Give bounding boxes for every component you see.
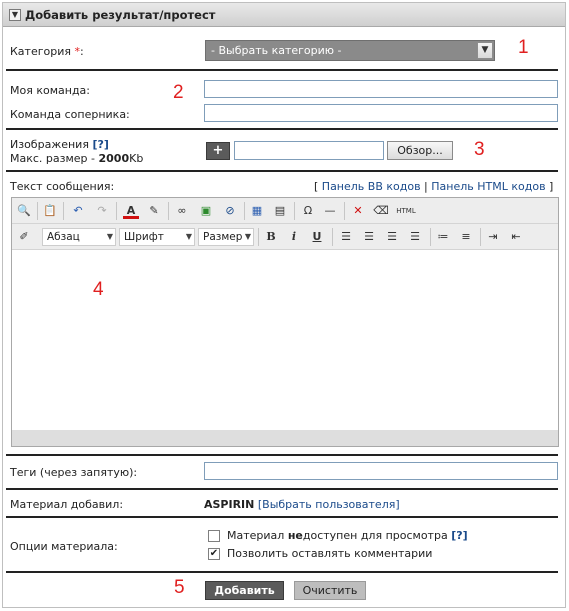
paste-icon[interactable]: 📋 xyxy=(43,204,57,217)
category-label: Категория *: xyxy=(10,45,84,58)
link-icon[interactable]: ∞ xyxy=(177,204,187,217)
unordered-list-icon[interactable]: ≡ xyxy=(461,230,471,243)
text-color-icon[interactable]: A xyxy=(123,203,139,219)
toolbar-separator xyxy=(294,202,295,220)
collapse-icon[interactable]: ▼ xyxy=(9,9,21,21)
html-codes-link[interactable]: Панель HTML кодов xyxy=(431,180,546,193)
table-icon[interactable]: ▦ xyxy=(251,204,263,217)
editor-toolbar-1 xyxy=(12,198,558,224)
toolbar-separator xyxy=(244,202,245,220)
options-label: Опции материала: xyxy=(10,540,118,553)
anchor-icon[interactable]: ⊘ xyxy=(225,204,235,217)
comments-checkbox[interactable]: ✔ xyxy=(209,548,219,559)
eraser-icon[interactable]: ⌫ xyxy=(373,204,389,217)
underline-icon[interactable]: U xyxy=(312,230,322,243)
remove-format-icon[interactable]: ✕ xyxy=(353,204,363,217)
rival-team-label: Команда соперника: xyxy=(10,108,130,121)
editor-resize-bar[interactable] xyxy=(12,430,558,446)
chevron-down-icon[interactable]: ▼ xyxy=(477,42,493,59)
align-justify-icon[interactable]: ☰ xyxy=(410,230,420,243)
bold-icon[interactable]: B xyxy=(266,230,276,243)
rival-team-input[interactable] xyxy=(204,104,558,122)
form-title: Добавить результат/протест xyxy=(25,8,216,22)
toolbar-separator xyxy=(63,202,64,220)
highlight-icon[interactable]: ✎ xyxy=(149,204,159,217)
rich-text-editor xyxy=(11,197,559,447)
divider xyxy=(6,488,558,490)
message-label: Текст сообщения: xyxy=(10,180,115,193)
clear-button[interactable]: Очистить xyxy=(294,581,366,600)
toolbar-separator xyxy=(430,228,431,246)
editor-text-area[interactable] xyxy=(12,251,558,430)
italic-icon[interactable]: i xyxy=(291,230,297,243)
tags-input[interactable] xyxy=(204,462,558,480)
comments-option-label: Позволить оставлять комментарии xyxy=(227,547,433,560)
add-image-button[interactable]: + xyxy=(206,142,230,160)
toolbar-separator xyxy=(344,202,345,220)
choose-user-link[interactable]: [Выбрать пользователя] xyxy=(257,498,400,511)
toolbar-separator xyxy=(332,228,333,246)
divider xyxy=(6,454,558,456)
redo-icon[interactable]: ↷ xyxy=(97,204,107,217)
align-center-icon[interactable]: ☰ xyxy=(364,230,374,243)
font-family-select[interactable]: Шрифт ▼ xyxy=(119,228,195,246)
image-icon[interactable]: ▣ xyxy=(200,204,212,217)
divider xyxy=(6,170,558,172)
annotation-number-3: 3 xyxy=(474,139,485,160)
align-left-icon[interactable]: ☰ xyxy=(341,230,351,243)
required-mark: * xyxy=(74,45,80,58)
unavailable-option-label: Материал недоступен для просмотра [?] xyxy=(227,529,468,542)
html-source-icon[interactable]: HTML xyxy=(396,207,416,215)
divider xyxy=(6,69,558,71)
divider xyxy=(6,128,558,130)
author-info xyxy=(204,498,400,511)
my-team-label: Моя команда: xyxy=(10,84,90,97)
bb-codes-link[interactable]: Панель BB кодов xyxy=(321,180,421,193)
images-help-link[interactable]: [?] xyxy=(92,138,109,151)
author-name: ASPIRIN xyxy=(204,498,255,511)
toolbar-separator xyxy=(480,228,481,246)
undo-icon[interactable]: ↶ xyxy=(73,204,83,217)
my-team-input[interactable] xyxy=(204,80,558,98)
ordered-list-icon[interactable]: ≔ xyxy=(437,230,449,243)
tags-label: Теги (через запятую): xyxy=(10,466,138,479)
unavailable-help-link[interactable]: [?] xyxy=(451,529,468,542)
browse-button[interactable]: Обзор... xyxy=(387,141,453,160)
image-file-input[interactable] xyxy=(234,141,384,160)
table-edit-icon[interactable]: ▤ xyxy=(274,204,286,217)
indent-icon[interactable]: ⇥ xyxy=(488,230,498,243)
special-char-icon[interactable]: Ω xyxy=(303,204,313,217)
font-size-select[interactable]: Размер ▼ xyxy=(198,228,254,246)
divider xyxy=(6,516,558,518)
paragraph-format-select[interactable]: Абзац ▼ xyxy=(42,228,116,246)
divider xyxy=(6,571,558,573)
annotation-number-1: 1 xyxy=(518,37,529,58)
panel-links: [ Панель BB кодов | Панель HTML кодов ] xyxy=(314,180,554,193)
submit-button[interactable]: Добавить xyxy=(205,581,284,600)
annotation-number-2: 2 xyxy=(173,82,184,103)
toolbar-separator xyxy=(116,202,117,220)
images-max-size: Макс. размер - 2000Kb xyxy=(10,152,144,165)
author-label: Материал добавил: xyxy=(10,498,124,511)
outdent-icon[interactable]: ⇤ xyxy=(511,230,521,243)
toolbar-separator xyxy=(37,202,38,220)
images-label: Изображения [?] xyxy=(10,138,109,151)
align-right-icon[interactable]: ☰ xyxy=(387,230,397,243)
annotation-number-4: 4 xyxy=(93,279,104,300)
horizontal-rule-icon[interactable]: — xyxy=(324,204,336,217)
annotation-number-5: 5 xyxy=(174,577,185,598)
category-select-value: - Выбрать категорию - xyxy=(211,44,342,57)
form-header xyxy=(3,3,565,27)
category-select[interactable] xyxy=(205,40,495,61)
editor-toolbar-2 xyxy=(12,224,558,250)
find-icon[interactable]: 🔍 xyxy=(17,204,31,217)
toolbar-separator xyxy=(168,202,169,220)
unavailable-checkbox[interactable] xyxy=(208,530,220,542)
style-edit-icon[interactable]: ✐ xyxy=(19,230,29,243)
toolbar-separator xyxy=(258,228,259,246)
